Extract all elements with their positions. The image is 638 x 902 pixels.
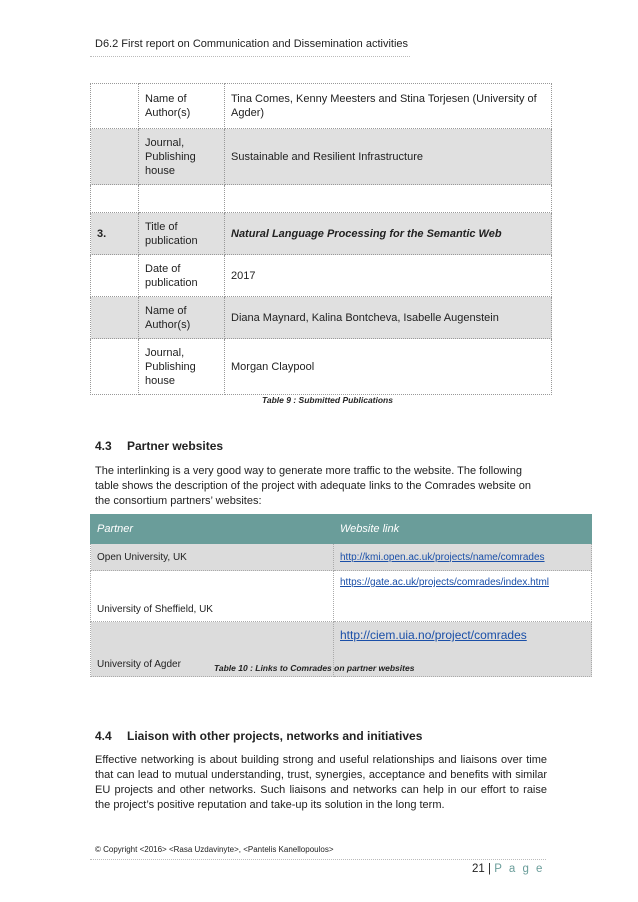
page-label: P a g e bbox=[494, 863, 545, 875]
page-number-value: 21 bbox=[472, 863, 485, 875]
pub-value-cell: Morgan Claypool bbox=[225, 339, 552, 395]
table-row bbox=[91, 84, 552, 129]
pub-value-cell: Natural Language Processing for the Semantic Web bbox=[225, 213, 552, 255]
pub-num-cell bbox=[91, 129, 139, 185]
pub-field-cell: Date of publication bbox=[139, 255, 225, 297]
pub-value-cell: Sustainable and Resilient Infrastructure bbox=[225, 129, 552, 185]
pub-field-cell: Name of Author(s) bbox=[139, 84, 225, 129]
section-4-4-paragraph: Effective networking is about building strong and useful relationships and liaisons over time that can lead to mutual understanding, trust, synergies, acceptance and benefits with similar EU projects and other networks. Such liaisons and networks can help in our effort to raise the project’s positive reputation and take-up its solution in the long term. bbox=[95, 754, 547, 811]
partner-websites-table bbox=[90, 514, 592, 677]
table-row bbox=[91, 544, 592, 571]
pub-num-cell bbox=[91, 84, 139, 129]
pub-num-cell: 3. bbox=[91, 213, 139, 255]
table-header-row bbox=[91, 515, 592, 544]
document-header: D6.2 First report on Communication and Dissemination activities bbox=[95, 38, 409, 50]
table-row bbox=[91, 297, 552, 339]
copyright-notice: © Copyright <2016> <Rasa Uzdavinyte>, <Pantelis Kanellopoulos> bbox=[95, 845, 334, 854]
partner-name-cell: University of Sheffield, UK bbox=[91, 571, 334, 622]
section-title: Partner websites bbox=[127, 439, 224, 453]
section-number: 4.4 bbox=[95, 729, 112, 743]
pub-value-cell: Tina Comes, Kenny Meesters and Stina Torjesen (University of Agder) bbox=[225, 84, 552, 129]
pub-field-cell bbox=[139, 185, 225, 213]
section-4-4-heading bbox=[95, 729, 422, 743]
pub-field-cell: Name of Author(s) bbox=[139, 297, 225, 339]
table-row bbox=[91, 339, 552, 395]
partner-name-cell: University of Agder bbox=[91, 622, 334, 677]
publications-table bbox=[90, 83, 552, 395]
section-title: Liaison with other projects, networks and initiatives bbox=[127, 729, 423, 743]
header-divider bbox=[90, 56, 410, 57]
pub-num-cell bbox=[91, 339, 139, 395]
table-row bbox=[91, 185, 552, 213]
pub-value-cell: Diana Maynard, Kalina Bontcheva, Isabelle Augenstein bbox=[225, 297, 552, 339]
website-link[interactable]: http://ciem.uia.no/project/comrades bbox=[334, 622, 592, 677]
page-separator: | bbox=[488, 863, 491, 875]
table-row bbox=[91, 213, 552, 255]
pub-value-cell bbox=[225, 185, 552, 213]
pub-value-cell: 2017 bbox=[225, 255, 552, 297]
website-link[interactable]: http://kmi.open.ac.uk/projects/name/comrades bbox=[334, 544, 592, 571]
table-row bbox=[91, 129, 552, 185]
table-row bbox=[91, 255, 552, 297]
pub-num-cell bbox=[91, 297, 139, 339]
table-row bbox=[91, 571, 592, 622]
pub-field-cell: Title of publication bbox=[139, 213, 225, 255]
partner-column-header: Partner bbox=[91, 515, 334, 544]
section-number: 4.3 bbox=[95, 439, 112, 453]
page-number bbox=[472, 863, 544, 875]
table-9-caption: Table 9 : Submitted Publications bbox=[262, 395, 393, 405]
pub-num-cell bbox=[91, 255, 139, 297]
pub-field-cell: Journal, Publishing house bbox=[139, 129, 225, 185]
table-10-caption: Table 10 : Links to Comrades on partner websites bbox=[214, 663, 415, 673]
pub-num-cell bbox=[91, 185, 139, 213]
pub-field-cell: Journal, Publishing house bbox=[139, 339, 225, 395]
section-4-3-paragraph: The interlinking is a very good way to generate more traffic to the website. The following table shows the description of the project with adequate links to the Comrades website on the consortium partners’ websites: bbox=[95, 465, 531, 507]
section-4-3-heading bbox=[95, 439, 223, 453]
website-link-column-header: Website link bbox=[334, 515, 592, 544]
footer-divider bbox=[90, 859, 546, 860]
website-link[interactable]: https://gate.ac.uk/projects/comrades/index.html bbox=[334, 571, 592, 622]
partner-name-cell: Open University, UK bbox=[91, 544, 334, 571]
